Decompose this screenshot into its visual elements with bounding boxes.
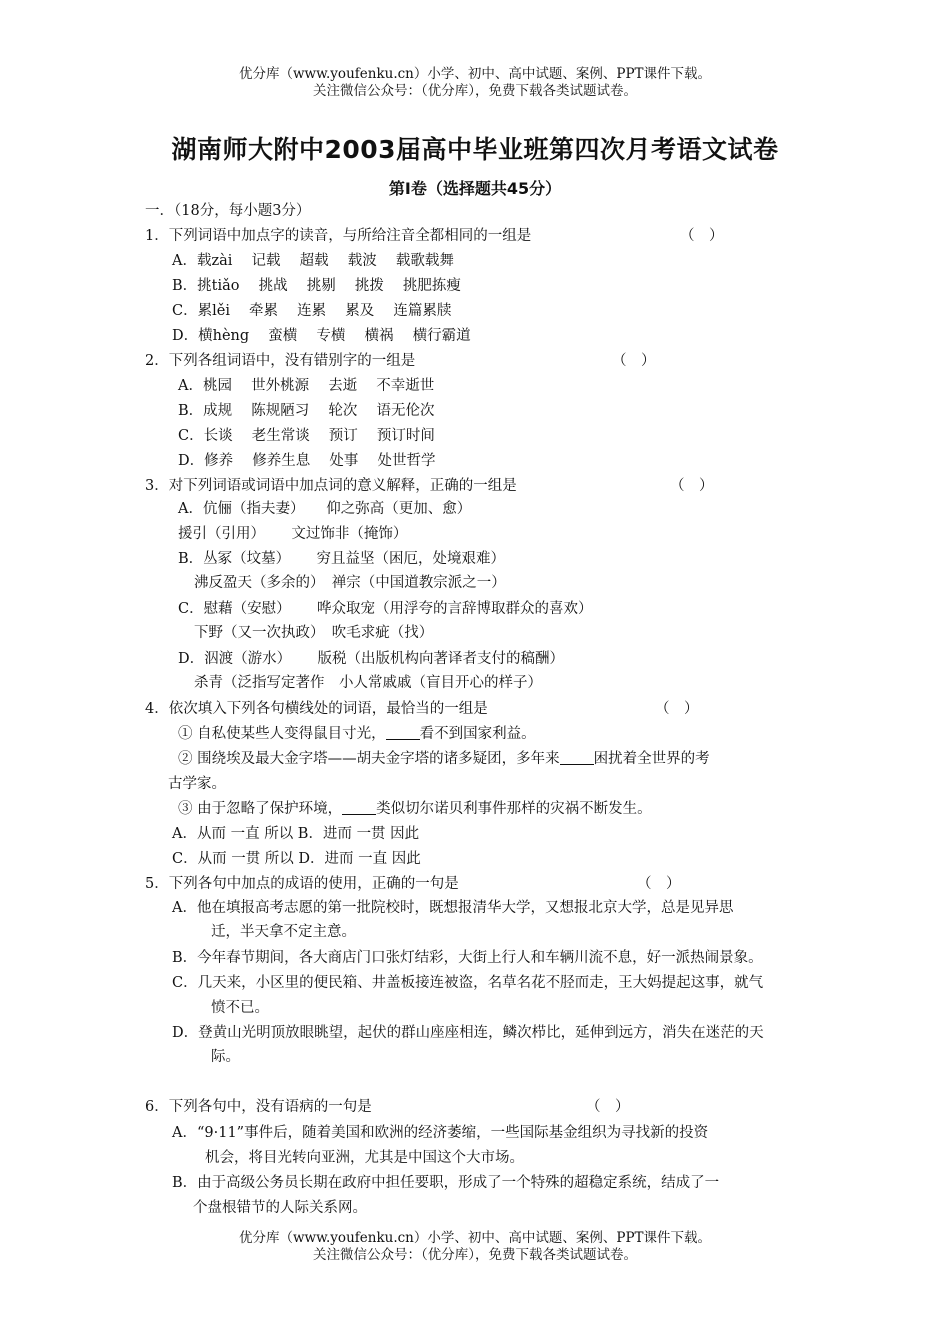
header-line-1: 优分库（www.youfenku.cn）小学、初中、高中试题、案例、PPT课件下载。 (238, 66, 712, 82)
question-3-stem: 3．对下列词语或词语中加点词的意义解释，正确的一组是 (145, 478, 517, 494)
question-5-option-a-line1: A．他在填报高考志愿的第一批院校时，既想报清华大学，又想报北京大学，总是见异思 (172, 900, 734, 916)
fill-blank-2 (560, 750, 594, 765)
sentence-1-after-blank: 看不到国家利益。 (419, 726, 536, 742)
question-6-option-b-line1: B．由于高级公务员长期在政府中担任要职，形成了一个特殊的超稳定系统，结成了一 (172, 1175, 720, 1191)
question-5-option-d-line2: 际。 (211, 1049, 240, 1065)
question-5-option-c-line2: 愤不已。 (211, 1000, 269, 1016)
question-6-option-a-line2: 机会，将目光转向亚洲，尤其是中国这个大市场。 (205, 1150, 524, 1166)
question-2-option-a: A．桃园 世外桃源 去逝 不幸逝世 (178, 378, 435, 394)
question-4-sentence-3 (178, 798, 652, 820)
sentence-2-before-blank: ② 围绕埃及最大金字塔——胡夫金字塔的诸多疑团，多年来 (178, 751, 560, 767)
question-3-option-b-line2: 沸反盈天（多余的） 禅宗（中国道教宗派之一） (194, 575, 506, 591)
question-6-option-a-line1: A．“9·11”事件后，随着美国和欧洲的经济萎缩，一些国际基金组织为寻找新的投资 (172, 1125, 709, 1141)
question-2-option-b: B．成规 陈规陋习 轮次 语无伦次 (178, 403, 435, 419)
question-3-option-a-line1: A．伉俪（指夫妻） 仰之弥高（更加、愈） (178, 501, 472, 517)
page-header (0, 66, 950, 100)
question-4-sentence-1 (178, 723, 536, 745)
question-5-option-d-line1: D．登黄山光明顶放眼眺望，起伏的群山座座相连，鳞次栉比，延伸到远方，消失在迷茫的天 (172, 1025, 764, 1041)
question-5-answer-paren: （ ） (637, 876, 681, 892)
question-4-options-cd: C．从而 一贯 所以 D．进而 一直 因此 (172, 851, 421, 867)
question-2-answer-paren: （ ） (612, 353, 656, 369)
question-3-answer-paren: （ ） (670, 478, 714, 494)
question-3-option-a-line2: 援引（引用） 文过饰非（掩饰） (178, 526, 408, 542)
question-3-option-b-line1: B．丛冢（坟墓） 穷且益坚（困厄，处境艰难） (178, 551, 506, 567)
sentence-3-before-blank: ③ 由于忽略了保护环境， (178, 801, 343, 817)
section-heading: 一．（18分，每小题3分） (145, 203, 311, 219)
sentence-2-after-blank: 困扰着全世界的考 (593, 751, 710, 767)
question-4-stem: 4．依次填入下列各句横线处的词语，最恰当的一组是 (145, 701, 488, 717)
question-1-option-c: C．累lěi 牵累 连累 累及 连篇累牍 (172, 303, 452, 319)
question-3-option-c-line1: C．慰藉（安慰） 哗众取宠（用浮夸的言辞博取群众的喜欢） (178, 601, 593, 617)
question-4-sentence-2-cont: 古学家。 (168, 776, 226, 792)
question-1-stem: 1．下列词语中加点字的读音，与所给注音全都相同的一组是 (145, 228, 532, 244)
question-2-option-d: D．修养 修养生息 处事 处世哲学 (178, 453, 436, 469)
fill-blank-1 (386, 725, 420, 740)
footer-line-2: 关注微信公众号：（优分库），免费下载各类试题试卷。 (313, 1247, 637, 1263)
question-4-sentence-2 (178, 748, 710, 770)
question-1-option-b: B．挑tiǎo 挑战 挑剔 挑拨 挑肥拣瘦 (172, 278, 461, 294)
header-line-2: 关注微信公众号：（优分库），免费下载各类试题试卷。 (313, 83, 637, 99)
footer-line-1: 优分库（www.youfenku.cn）小学、初中、高中试题、案例、PPT课件下载。 (238, 1230, 712, 1246)
fill-blank-3 (342, 800, 376, 815)
question-1-option-d: D．横hèng 蛮横 专横 横祸 横行霸道 (172, 328, 471, 344)
question-1-option-a: A．载zài 记载 超载 载波 载歌载舞 (172, 253, 454, 269)
sentence-3-after-blank: 类似切尔诺贝利事件那样的灾祸不断发生。 (376, 801, 652, 817)
question-3-option-c-line2: 下野（又一次执政） 吹毛求疵（找） (194, 625, 434, 641)
question-5-option-a-line2: 迁，半天拿不定主意。 (211, 924, 356, 940)
question-2-option-c: C．长谈 老生常谈 预订 预订时间 (178, 428, 435, 444)
question-6-stem: 6．下列各句中，没有语病的一句是 (145, 1099, 372, 1115)
exam-title: 湖南师大附中2003届高中毕业班第四次月考语文试卷 (171, 135, 779, 164)
question-3-option-d-line2: 杀青（泛指写定著作 小人常戚戚（盲目开心的样子） (194, 675, 542, 691)
exam-subtitle: 第Ⅰ卷（选择题共45分） (388, 179, 562, 198)
question-5-option-b: B．今年春节期间，各大商店门口张灯结彩，大街上行人和车辆川流不息，好一派热闹景象。 (172, 950, 763, 966)
question-4-answer-paren: （ ） (655, 701, 699, 717)
question-5-stem: 5．下列各句中加点的成语的使用，正确的一句是 (145, 876, 459, 892)
page-footer (0, 1230, 950, 1264)
question-2-stem: 2．下列各组词语中，没有错别字的一组是 (145, 353, 416, 369)
question-3-option-d-line1: D．泅渡（游水） 版税（出版机构向著译者支付的稿酬） (178, 651, 564, 667)
question-4-options-ab: A．从而 一直 所以 B．进而 一贯 因此 (172, 826, 420, 842)
question-5-option-c-line1: C．几天来，小区里的便民箱、井盖板接连被盗，名草名花不胫而走，王大妈提起这事，就气 (172, 975, 764, 991)
question-6-answer-paren: （ ） (586, 1099, 630, 1115)
question-6-option-b-line2: 个盘根错节的人际关系网。 (193, 1200, 367, 1216)
sentence-1-before-blank: ① 自私使某些人变得鼠目寸光， (178, 726, 386, 742)
question-1-answer-paren: （ ） (680, 228, 724, 244)
